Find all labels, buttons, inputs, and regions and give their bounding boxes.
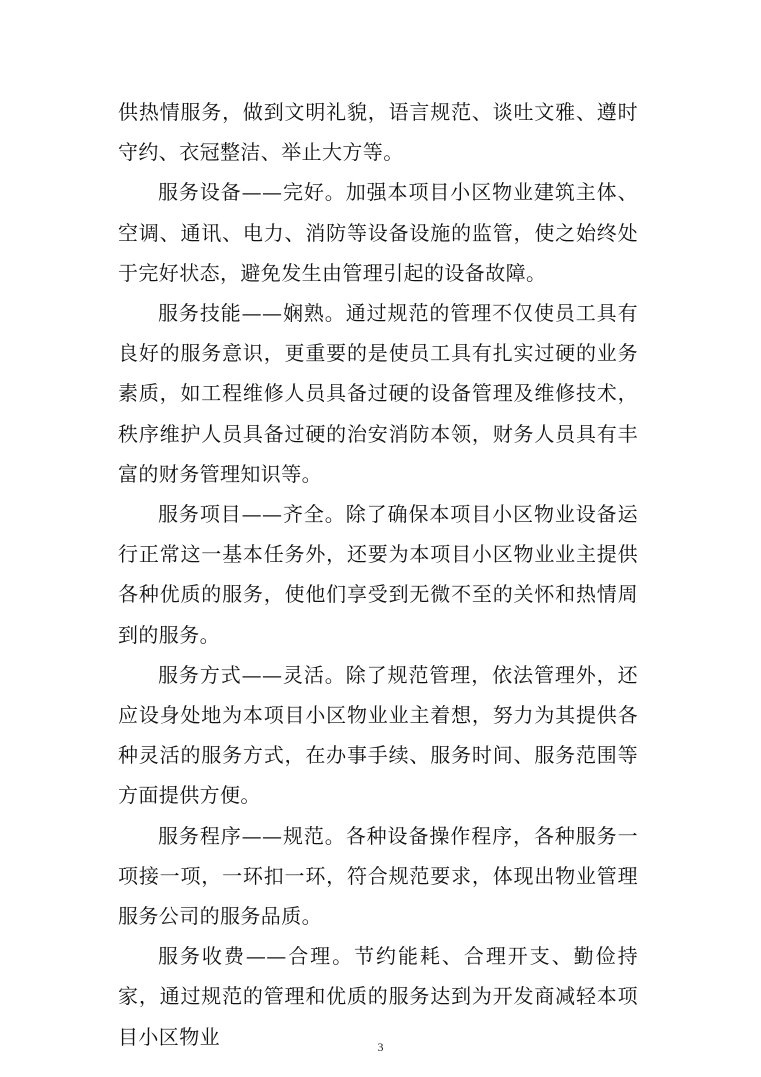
- page-number: 3: [377, 1040, 384, 1054]
- body-text: [118, 92, 638, 1057]
- paragraph-service-equipment: 服务设备——完好。加强本项目小区物业建筑主体、空调、通讯、电力、消防等设备设施的监管，使之始终处于完好状态，避免发生由管理引起的设备故障。: [118, 180, 638, 285]
- paragraph-service-items: 服务项目——齐全。除了确保本项目小区物业设备运行正常这一基本任务外，还要为本项目小区物业业主提供各种优质的服务，使他们享受到无微不至的关怀和热情周到的服务。: [118, 502, 638, 647]
- paragraph-service-procedures: 服务程序——规范。各种设备操作程序，各种服务一项接一项，一环扣一环，符合规范要求，体现出物业管理服务公司的服务品质。: [118, 823, 638, 929]
- paragraph-service-skills: 服务技能——娴熟。通过规范的管理不仅使员工具有良好的服务意识，更重要的是使员工具有扎实过硬的业务素质，如工程维修人员具备过硬的设备管理及维修技术，秩序维护人员具备过硬的治安消防本领，财务人员具有丰富的财务管理知识等。: [118, 301, 638, 486]
- paragraph-continuation: 供热情服务，做到文明礼貌，语言规范、谈吐文雅、遵时守约、衣冠整洁、举止大方等。: [118, 100, 638, 165]
- paragraph-service-methods: 服务方式——灵活。除了规范管理，依法管理外，还应设身处地为本项目小区物业业主着想，努力为其提供各种灵活的服务方式，在办事手续、服务时间、服务范围等方面提供方便。: [118, 662, 638, 808]
- paragraph-service-fees: 服务收费——合理。节约能耗、合理开支、勤俭持家，通过规范的管理和优质的服务达到为开发商减轻本项目小区物业: [118, 944, 638, 1049]
